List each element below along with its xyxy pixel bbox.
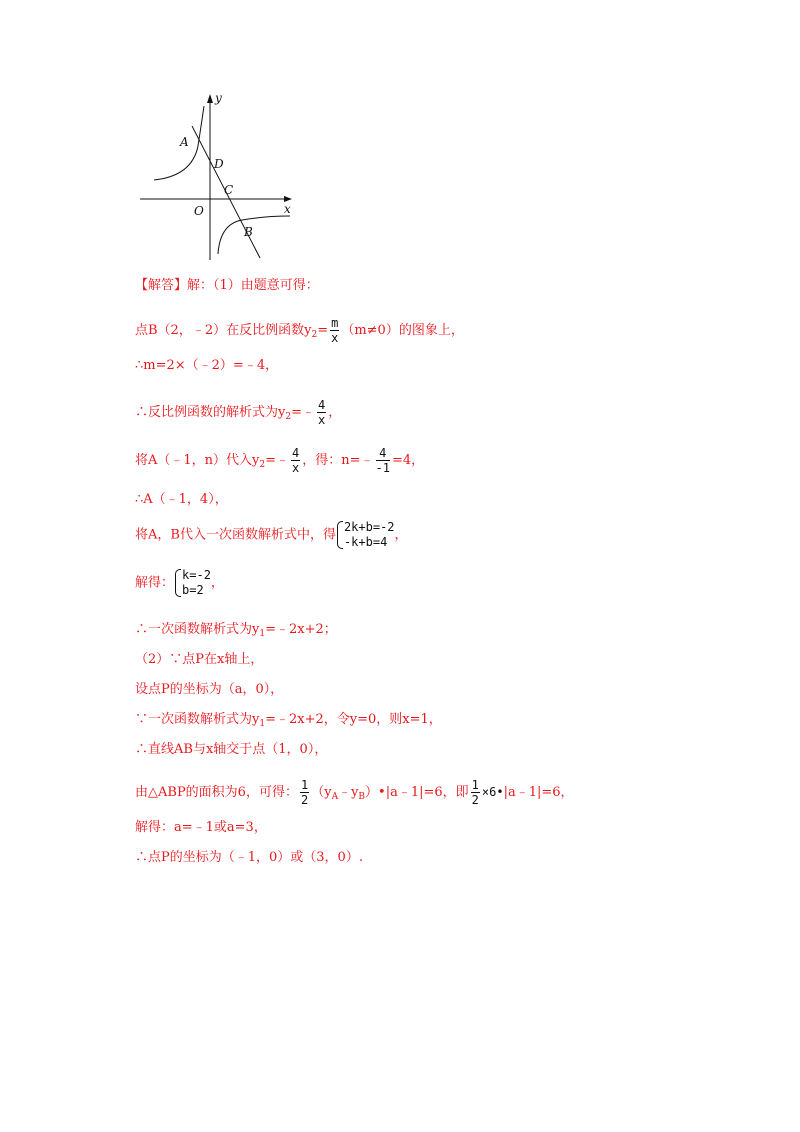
hyperbola-branch-upper (154, 106, 204, 180)
fraction: $\frac{4}{x}$ (318, 398, 326, 427)
label-c: C (224, 183, 234, 197)
solution-line-3: ∴m=2×（﹣2）=﹣4， (135, 358, 279, 373)
solution-line-16: ∴点P的坐标为（﹣1，0）或（3，0）. (135, 850, 363, 865)
label-d: D (214, 157, 224, 171)
label-x: x (284, 202, 291, 216)
fraction: $\frac{1}{2}$ (300, 778, 309, 807)
fraction: $\frac{4}{x}$ (292, 446, 300, 475)
solution-line-5: 将A（﹣1，n）代入$y_2=﹣$ $\frac{4}{x}$ ，得：n=﹣ $\frac{4}{-1}$ =4， (135, 446, 425, 475)
label-a: A (180, 135, 189, 149)
solution-line-7: 将A，B代入一次函数解析式中，得 2k+b=-2 -k+b=4 ， (135, 520, 408, 549)
fraction: $\frac{1}{2}$ (471, 778, 479, 807)
label-o: O (194, 204, 204, 218)
hyperbola-branch-lower (218, 216, 290, 254)
solution-line-14: 由△ABP的面积为6，可得： $\frac{1}{2}$ $(y_A﹣y_B)•|a﹣1|=6$，即 $\frac{1}{2}$ ×6•|a﹣1|=6， (135, 778, 574, 807)
fraction: $\frac{m}{x}$ (331, 316, 339, 345)
solution-line-15: 解得：a=﹣1或a=3， (135, 820, 267, 835)
solution-line-13: ∴直线AB与x轴交于点（1，0）， (135, 742, 328, 757)
solution-line-10: （2）∵点P在x轴上， (135, 652, 264, 667)
solution-line-11: 设点P的坐标为（a，0）， (135, 682, 284, 697)
solution-line-6: ∴A（﹣1，4）， (135, 492, 228, 507)
solution-line-2: 点B（2，﹣2）在反比例函数$y_2=$ $\frac{m}{x}$ （m≠0）的图象上， (135, 316, 464, 345)
label-b: B (244, 225, 253, 239)
equation-solution: k=-2 b=2 (174, 568, 211, 598)
solution-line-4: ∴反比例函数的解析式为$y_2=﹣$ $\frac{4}{x}$ ， (135, 398, 342, 427)
fraction: $\frac{4}{-1}$ (375, 446, 390, 475)
label-y: y (215, 91, 222, 105)
y-axis-arrow-icon (207, 94, 213, 103)
solution-line-12: ∵一次函数解析式为$y_1=﹣2x+2$，令y=0，则x=1， (135, 712, 442, 729)
equation-system: 2k+b=-2 -k+b=4 (336, 520, 395, 550)
solution-line-9: ∴一次函数解析式为$y_1=﹣2x+2$； (135, 622, 337, 639)
solution-line-8: 解得： k=-2 b=2 ， (135, 568, 224, 597)
solution-heading: 【解答】解：（1）由题意可得： (135, 278, 319, 293)
coordinate-figure (130, 88, 300, 268)
